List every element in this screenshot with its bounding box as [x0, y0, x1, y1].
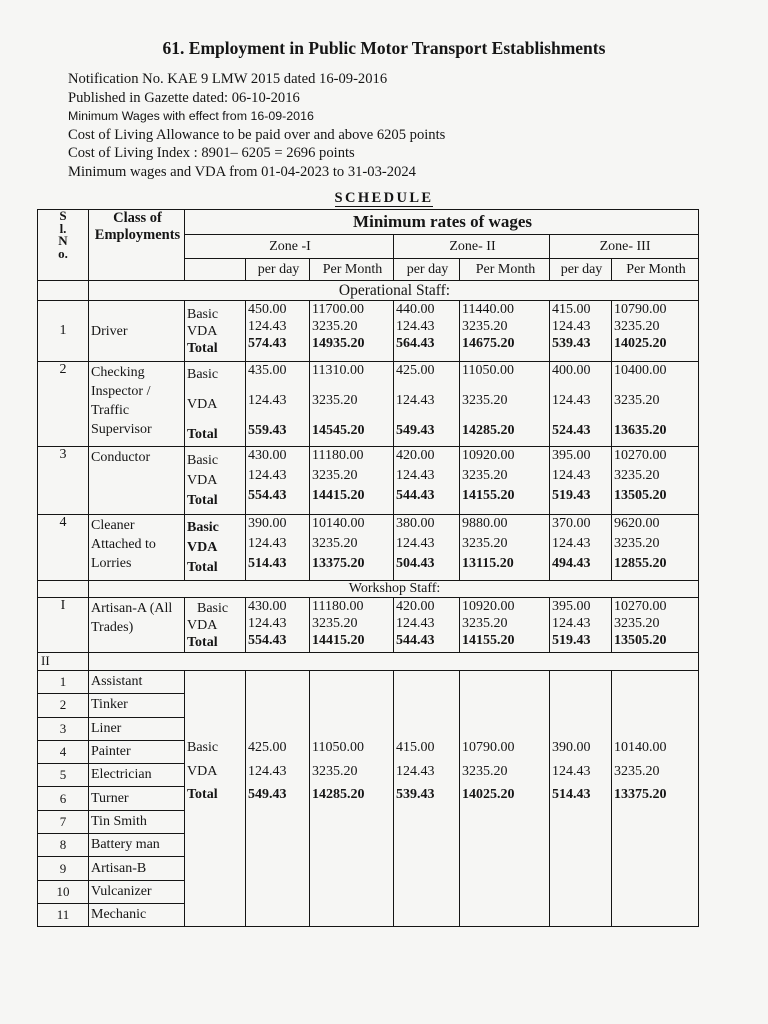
basic-value: 415.00 — [396, 740, 435, 755]
group-z2-per-month — [460, 671, 550, 927]
group-item-sl-no: 8 — [38, 834, 89, 857]
group-item-sl-no: 1 — [38, 671, 89, 694]
vda-value: 3235.20 — [614, 616, 660, 631]
total-value: 14155.20 — [462, 633, 515, 648]
z1-per-day — [246, 301, 310, 362]
group-item-sl-no: 9 — [38, 857, 89, 880]
z2-per-month — [460, 301, 550, 362]
vda-value: 124.43 — [396, 536, 435, 551]
total-value: 14545.20 — [312, 423, 365, 438]
total-value: 14285.20 — [312, 787, 365, 802]
group-sl-no: II — [38, 653, 89, 671]
gazette-date: Published in Gazette dated: 06-10-2016 — [68, 89, 300, 106]
cola-note: Cost of Living Allowance to be paid over and above 6205 points — [68, 126, 446, 143]
basic-value: 11310.00 — [312, 363, 364, 378]
group-item-sl-no: 2 — [38, 694, 89, 717]
notification-number: Notification No. KAE 9 LMW 2015 dated 16-09-2016 — [68, 71, 388, 87]
total-value: 14285.20 — [462, 423, 515, 438]
z3-per-day — [550, 362, 612, 447]
header-sl-no: Sl. No. — [38, 210, 89, 281]
group-item-name: Mechanic — [89, 903, 185, 926]
z3-per-day — [550, 515, 612, 581]
group-z3-per-day — [550, 671, 612, 927]
basic-value: 430.00 — [248, 599, 287, 614]
total-value: 519.43 — [552, 633, 591, 648]
basic-value: 9620.00 — [614, 516, 660, 531]
vda-value: 3235.20 — [462, 393, 508, 408]
total-value: 13635.20 — [614, 423, 667, 438]
vda-value: 3235.20 — [312, 468, 358, 483]
wage-label: VDA — [187, 396, 218, 412]
group-item-sl-no: 4 — [38, 740, 89, 763]
z2-per-day — [394, 447, 460, 515]
section-operational-staff: Operational Staff: — [89, 281, 699, 301]
basic-value: 11180.00 — [312, 599, 364, 614]
total-value: 524.43 — [552, 423, 591, 438]
z1-per-month — [310, 598, 394, 653]
group-item-name: Assistant — [89, 671, 185, 694]
vda-value: 124.43 — [552, 393, 591, 408]
wage-label: VDA — [187, 473, 218, 488]
group-item-sl-no: 3 — [38, 717, 89, 740]
group-item-sl-no: 7 — [38, 810, 89, 833]
z2-per-month — [460, 362, 550, 447]
z3-per-day — [550, 447, 612, 515]
row-sl-no: 1 — [38, 301, 89, 362]
total-value: 564.43 — [396, 336, 435, 351]
basic-value: 435.00 — [248, 363, 287, 378]
total-value: 549.43 — [396, 423, 435, 438]
basic-value: 440.00 — [396, 302, 435, 317]
row-wage-labels — [185, 447, 246, 515]
row-wage-labels — [185, 515, 246, 581]
header-zone-1: Zone -I — [185, 235, 394, 259]
vda-value: 3235.20 — [614, 763, 660, 779]
total-value: 539.43 — [396, 787, 435, 802]
basic-value: 390.00 — [552, 740, 591, 755]
vda-value: 3235.20 — [312, 763, 358, 779]
group-item-name: Painter — [89, 740, 185, 763]
basic-value: 10790.00 — [462, 740, 515, 755]
total-value: 504.43 — [396, 556, 435, 571]
z1-per-month — [310, 362, 394, 447]
z3-per-month — [612, 447, 699, 515]
vda-value: 3235.20 — [462, 616, 508, 631]
vda-value: 124.43 — [552, 468, 591, 483]
wage-label: Total — [187, 634, 218, 650]
total-value: 559.43 — [248, 423, 287, 438]
basic-value: 10790.00 — [614, 302, 667, 317]
basic-value: 400.00 — [552, 363, 591, 378]
row-employment-class: Checking Inspector / Traffic Supervisor — [89, 362, 185, 447]
group-item-name: Vulcanizer — [89, 880, 185, 903]
vda-value: 124.43 — [396, 393, 435, 408]
wage-label: Total — [187, 493, 218, 508]
z2-per-day — [394, 598, 460, 653]
wage-label: VDA — [187, 323, 218, 339]
vda-value: 124.43 — [552, 616, 591, 631]
vda-value: 3235.20 — [312, 393, 358, 408]
wage-label: Basic — [187, 740, 219, 755]
z2-per-day — [394, 515, 460, 581]
basic-value: 395.00 — [552, 599, 591, 614]
row-employment-class: Driver — [89, 301, 185, 362]
basic-value: 10920.00 — [462, 448, 515, 463]
header-per-day: per day — [246, 259, 310, 281]
z1-per-day — [246, 515, 310, 581]
z2-per-month — [460, 447, 550, 515]
basic-value: 11440.00 — [462, 302, 514, 317]
group-z1-per-month — [310, 671, 394, 927]
z2-per-month — [460, 598, 550, 653]
z3-per-month — [612, 598, 699, 653]
group-z1-per-day — [246, 671, 310, 927]
basic-value: 11700.00 — [312, 302, 364, 317]
group-z3-per-month — [612, 671, 699, 927]
group-wage-labels — [185, 671, 246, 927]
basic-value: 420.00 — [396, 599, 435, 614]
total-value: 549.43 — [248, 787, 287, 802]
total-value: 514.43 — [552, 787, 591, 802]
vda-value: 3235.20 — [462, 468, 508, 483]
header-per-day: per day — [394, 259, 460, 281]
document-title: 61. Employment in Public Motor Transport Establishments — [162, 38, 606, 58]
total-value: 554.43 — [248, 633, 287, 648]
z3-per-day — [550, 598, 612, 653]
z1-per-month — [310, 515, 394, 581]
vda-value: 3235.20 — [614, 536, 660, 551]
vda-value: 3235.20 — [312, 536, 358, 551]
header-per-day: per day — [550, 259, 612, 281]
vda-value: 124.43 — [396, 763, 435, 779]
total-value: 544.43 — [396, 633, 435, 648]
row-wage-labels — [185, 301, 246, 362]
wage-label: Basic — [187, 306, 219, 322]
wage-schedule-table — [37, 209, 699, 927]
basic-value: 11050.00 — [312, 740, 364, 755]
basic-value: 10140.00 — [312, 516, 365, 531]
basic-value: 450.00 — [248, 302, 287, 317]
row-wage-labels — [185, 362, 246, 447]
row-wage-labels — [185, 598, 246, 653]
vda-value: 124.43 — [552, 319, 591, 334]
vda-value: 3235.20 — [462, 319, 508, 334]
cost-of-living-index: Cost of Living Index : 8901– 6205 = 2696 points — [68, 145, 355, 162]
vda-value: 124.43 — [396, 468, 435, 483]
group-item-name: Turner — [89, 787, 185, 810]
wage-label: Basic — [187, 366, 219, 382]
wage-label: VDA — [187, 763, 218, 779]
basic-value: 11180.00 — [312, 448, 364, 463]
vda-value: 124.43 — [248, 468, 287, 483]
total-value: 14155.20 — [462, 488, 515, 503]
wage-label: VDA — [187, 617, 218, 633]
wage-label: Basic — [187, 520, 219, 535]
wage-label: Total — [187, 340, 218, 356]
row-employment-class: Artisan-A (All Trades) — [89, 598, 185, 653]
row-employment-class: Cleaner Attached to Lorries — [89, 515, 185, 581]
total-value: 14675.20 — [462, 336, 515, 351]
row-sl-no: 4 — [38, 515, 89, 581]
basic-value: 390.00 — [248, 516, 287, 531]
total-value: 13375.20 — [614, 787, 667, 802]
total-value: 14935.20 — [312, 336, 365, 351]
total-value: 14025.20 — [462, 787, 515, 802]
basic-value: 430.00 — [248, 448, 287, 463]
group-item-sl-no: 10 — [38, 880, 89, 903]
basic-value: 10400.00 — [614, 363, 667, 378]
effective-date: Minimum Wages with effect from 16-09-2016 — [68, 109, 314, 124]
wage-label: Total — [187, 560, 218, 575]
table-row — [38, 301, 699, 362]
row-sl-no: I — [38, 598, 89, 653]
vda-value: 3235.20 — [312, 319, 358, 334]
basic-value: 380.00 — [396, 516, 435, 531]
vda-value: 124.43 — [248, 536, 287, 551]
total-value: 14415.20 — [312, 488, 365, 503]
total-value: 494.43 — [552, 556, 591, 571]
group-item-sl-no: 11 — [38, 903, 89, 926]
total-value: 539.43 — [552, 336, 591, 351]
basic-value: 10270.00 — [614, 599, 667, 614]
wage-label: Basic — [187, 453, 219, 468]
group-item-name: Artisan-B — [89, 857, 185, 880]
z1-per-day — [246, 447, 310, 515]
basic-value: 425.00 — [248, 740, 287, 755]
vda-value: 124.43 — [396, 319, 435, 334]
vda-value: 3235.20 — [462, 763, 508, 779]
section-workshop-staff: Workshop Staff: — [89, 581, 699, 598]
basic-value: 425.00 — [396, 363, 435, 378]
table-row — [38, 515, 699, 581]
group-item-sl-no: 5 — [38, 764, 89, 787]
basic-value: 10140.00 — [614, 740, 667, 755]
basic-value: 10920.00 — [462, 599, 515, 614]
total-value: 13115.20 — [462, 556, 514, 571]
total-value: 544.43 — [396, 488, 435, 503]
vda-value: 124.43 — [552, 763, 591, 779]
z3-per-month — [612, 362, 699, 447]
z2-per-day — [394, 362, 460, 447]
total-value: 13375.20 — [312, 556, 365, 571]
basic-value: 370.00 — [552, 516, 591, 531]
header-minimum-rates: Minimum rates of wages — [185, 210, 699, 235]
wage-period: Minimum wages and VDA from 01-04-2023 to 31-03-2024 — [68, 163, 416, 180]
vda-value: 124.43 — [248, 763, 287, 779]
header-per-month: Per Month — [460, 259, 550, 281]
row-employment-class: Conductor — [89, 447, 185, 515]
z2-per-day — [394, 301, 460, 362]
table-row — [38, 671, 699, 694]
header-per-month: Per Month — [310, 259, 394, 281]
header-per-month: Per Month — [612, 259, 699, 281]
total-value: 514.43 — [248, 556, 287, 571]
vda-value: 3235.20 — [312, 616, 358, 631]
z3-per-month — [612, 515, 699, 581]
basic-value: 395.00 — [552, 448, 591, 463]
row-sl-no: 2 — [38, 362, 89, 447]
z1-per-month — [310, 447, 394, 515]
vda-value: 124.43 — [248, 319, 287, 334]
total-value: 14415.20 — [312, 633, 365, 648]
group-item-name: Battery man — [89, 834, 185, 857]
total-value: 519.43 — [552, 488, 591, 503]
vda-value: 124.43 — [396, 616, 435, 631]
wage-label: Basic — [197, 600, 229, 616]
schedule-heading: SCHEDULE — [334, 190, 434, 206]
z3-per-month — [612, 301, 699, 362]
wage-label: VDA — [187, 540, 218, 555]
vda-value: 3235.20 — [462, 536, 508, 551]
total-value: 13505.20 — [614, 633, 667, 648]
z3-per-day — [550, 301, 612, 362]
header-zone-3: Zone- III — [550, 235, 699, 259]
z2-per-month — [460, 515, 550, 581]
table-row — [38, 362, 699, 447]
wage-label: Total — [187, 787, 218, 802]
basic-value: 10270.00 — [614, 448, 667, 463]
table-row — [38, 447, 699, 515]
group-z2-per-day — [394, 671, 460, 927]
row-sl-no: 3 — [38, 447, 89, 515]
basic-value: 420.00 — [396, 448, 435, 463]
vda-value: 3235.20 — [614, 468, 660, 483]
total-value: 12855.20 — [614, 556, 667, 571]
basic-value: 9880.00 — [462, 516, 508, 531]
z1-per-month — [310, 301, 394, 362]
header-blank — [185, 259, 246, 281]
group-item-sl-no: 6 — [38, 787, 89, 810]
basic-value: 11050.00 — [462, 363, 514, 378]
header-class-of-employment: Class of Employments — [89, 210, 185, 281]
vda-value: 3235.20 — [614, 393, 660, 408]
group-item-name: Tin Smith — [89, 810, 185, 833]
total-value: 574.43 — [248, 336, 287, 351]
group-item-name: Liner — [89, 717, 185, 740]
group-item-name: Tinker — [89, 694, 185, 717]
group-item-name: Electrician — [89, 764, 185, 787]
vda-value: 124.43 — [248, 393, 287, 408]
wage-label: Total — [187, 426, 218, 442]
vda-value: 124.43 — [248, 616, 287, 631]
total-value: 554.43 — [248, 488, 287, 503]
total-value: 13505.20 — [614, 488, 667, 503]
vda-value: 124.43 — [552, 536, 591, 551]
z1-per-day — [246, 362, 310, 447]
basic-value: 415.00 — [552, 302, 591, 317]
table-row — [38, 598, 699, 653]
z1-per-day — [246, 598, 310, 653]
notification-details — [68, 70, 445, 182]
total-value: 14025.20 — [614, 336, 667, 351]
vda-value: 3235.20 — [614, 319, 660, 334]
header-zone-2: Zone- II — [394, 235, 550, 259]
